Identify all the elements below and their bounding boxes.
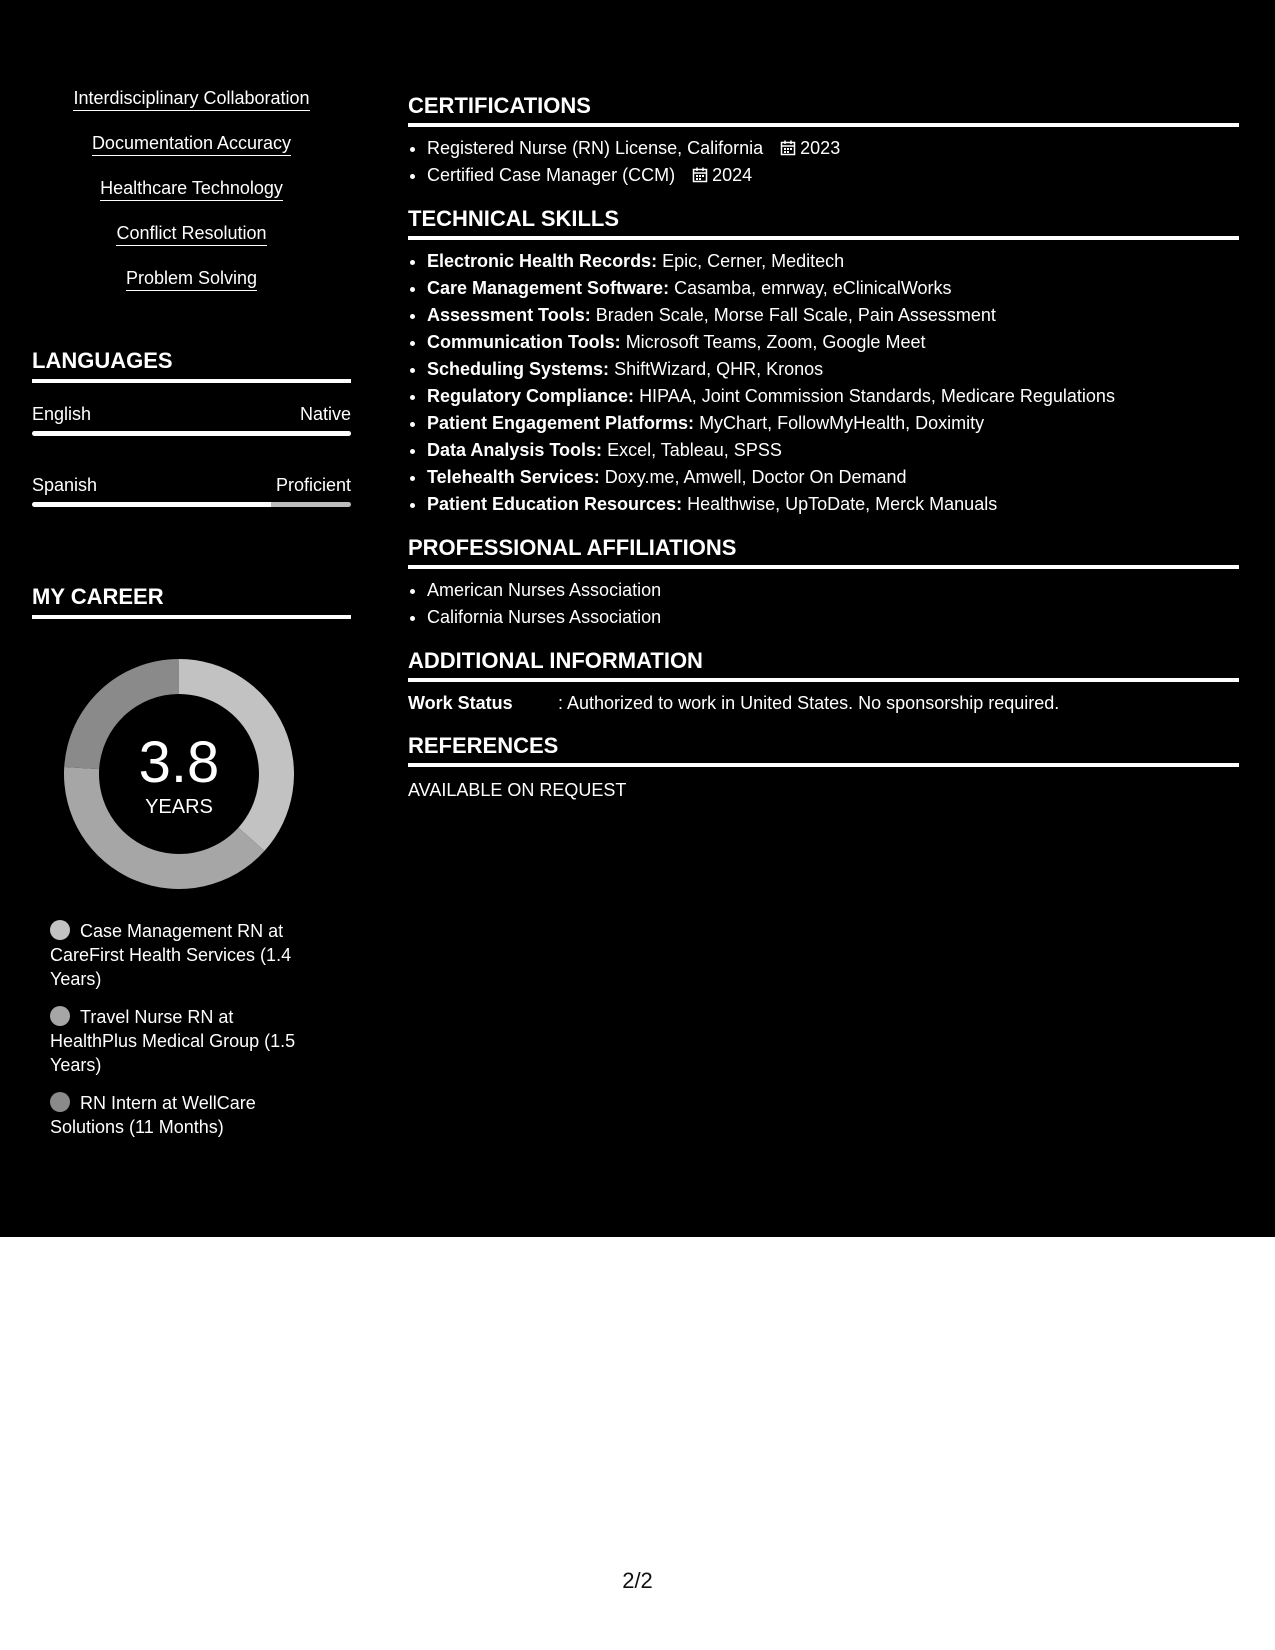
additional-info-heading: ADDITIONAL INFORMATION bbox=[408, 647, 1239, 682]
skill-values: ShiftWizard, QHR, Kronos bbox=[614, 359, 824, 379]
skill-values: Doxy.me, Amwell, Doctor On Demand bbox=[604, 467, 907, 487]
work-status-value: : Authorized to work in United States. No sponsorship required. bbox=[558, 693, 1060, 713]
affiliation-item: • California Nurses Association bbox=[427, 604, 1239, 631]
technical-skill-item bbox=[427, 491, 1239, 518]
skill-category: Assessment Tools: bbox=[427, 305, 591, 325]
skill-values: Braden Scale, Morse Fall Scale, Pain Assessment bbox=[595, 305, 996, 325]
legend-dot-icon bbox=[50, 920, 70, 940]
skill-category: Scheduling Systems: bbox=[427, 359, 610, 379]
technical-skill-item bbox=[427, 329, 1239, 356]
technical-skill-item bbox=[427, 437, 1239, 464]
skill-label: Healthcare Technology bbox=[100, 177, 283, 201]
technical-skill-item bbox=[427, 302, 1239, 329]
skill-category: Electronic Health Records: bbox=[427, 251, 658, 271]
language-name: English bbox=[32, 404, 92, 424]
languages-heading: LANGUAGES bbox=[32, 347, 351, 383]
language-row-english bbox=[32, 403, 351, 436]
skill-category: Data Analysis Tools: bbox=[427, 440, 603, 460]
language-level-fill bbox=[32, 431, 351, 436]
skill-category: Telehealth Services: bbox=[427, 467, 600, 487]
technical-skill-item bbox=[427, 275, 1239, 302]
language-level: Proficient bbox=[275, 475, 351, 495]
career-role-text: RN Intern at WellCare Solutions (11 Months) bbox=[50, 1093, 256, 1137]
skill-values: Healthwise, UpToDate, Merck Manuals bbox=[687, 494, 998, 514]
references-section bbox=[408, 732, 1239, 803]
technical-skills-heading: TECHNICAL SKILLS bbox=[408, 205, 1239, 240]
skill-values: Casamba, emrway, eClinicalWorks bbox=[674, 278, 952, 298]
left-column bbox=[32, 82, 351, 1153]
donut-center bbox=[64, 659, 294, 889]
references-text: AVAILABLE ON REQUEST bbox=[408, 780, 627, 800]
career-role-text: Travel Nurse RN at HealthPlus Medical Group (1.5 Years) bbox=[50, 1007, 296, 1075]
skill-label: Problem Solving bbox=[126, 267, 257, 291]
skill-category: Care Management Software: bbox=[427, 278, 670, 298]
technical-skill-item bbox=[427, 356, 1239, 383]
skill-label: Documentation Accuracy bbox=[92, 132, 291, 156]
skill-values: Excel, Tableau, SPSS bbox=[607, 440, 782, 460]
work-status-label: Work Status bbox=[408, 693, 513, 713]
certifications-heading: CERTIFICATIONS bbox=[408, 92, 1239, 127]
skill-category: Patient Engagement Platforms: bbox=[427, 413, 695, 433]
career-role-item bbox=[50, 1005, 320, 1077]
skill-category: Communication Tools: bbox=[427, 332, 621, 352]
language-level: Native bbox=[299, 404, 351, 424]
technical-skills-list bbox=[408, 248, 1239, 518]
affiliations-list bbox=[408, 577, 1239, 631]
calendar-icon bbox=[692, 167, 708, 183]
career-total-unit: YEARS bbox=[145, 796, 213, 818]
language-level-bar bbox=[32, 502, 351, 507]
skill-values: Microsoft Teams, Zoom, Google Meet bbox=[625, 332, 926, 352]
skill-category: Patient Education Resources: bbox=[427, 494, 683, 514]
page-number: 2/2 bbox=[622, 1568, 653, 1593]
references-heading: REFERENCES bbox=[408, 732, 1239, 767]
career-heading: MY CAREER bbox=[32, 583, 351, 619]
skill-label: Interdisciplinary Collaboration bbox=[73, 87, 309, 111]
language-row-spanish bbox=[32, 474, 351, 507]
career-total-years: 3.8 bbox=[138, 730, 220, 795]
career-role-item bbox=[50, 1091, 320, 1139]
certification-name: Registered Nurse (RN) License, California bbox=[427, 138, 764, 158]
affiliations-heading: PROFESSIONAL AFFILIATIONS bbox=[408, 534, 1239, 569]
technical-skill-item bbox=[427, 383, 1239, 410]
technical-skill-item bbox=[427, 410, 1239, 437]
language-name: Spanish bbox=[32, 475, 98, 495]
affiliations-section bbox=[408, 534, 1239, 631]
certification-item bbox=[427, 162, 1239, 189]
technical-skill-item bbox=[427, 464, 1239, 491]
additional-info-section bbox=[408, 647, 1239, 716]
skill-values: Epic, Cerner, Meditech bbox=[662, 251, 845, 271]
technical-skill-item bbox=[427, 248, 1239, 275]
skill-item bbox=[32, 262, 351, 307]
legend-dot-icon bbox=[50, 1006, 70, 1026]
right-column bbox=[408, 92, 1239, 819]
calendar-icon bbox=[780, 140, 796, 156]
certification-item bbox=[427, 135, 1239, 162]
affiliation-item: • American Nurses Association bbox=[427, 577, 1239, 604]
career-role-text: Case Management RN at CareFirst Health Services (1.4 Years) bbox=[50, 921, 292, 989]
work-status-row bbox=[408, 690, 1239, 716]
skill-item bbox=[32, 172, 351, 217]
career-role-item bbox=[50, 919, 320, 991]
skill-item bbox=[32, 82, 351, 127]
skill-values: MyChart, FollowMyHealth, Doximity bbox=[699, 413, 985, 433]
legend-dot-icon bbox=[50, 1092, 70, 1112]
skill-values: HIPAA, Joint Commission Standards, Medicare Regulations bbox=[639, 386, 1115, 406]
skill-item bbox=[32, 127, 351, 172]
certifications-list bbox=[408, 135, 1239, 189]
language-level-fill bbox=[32, 502, 271, 507]
career-donut-chart bbox=[64, 659, 294, 889]
technical-skills-section bbox=[408, 205, 1239, 518]
skills-list bbox=[32, 82, 351, 307]
certifications-section bbox=[408, 92, 1239, 189]
certification-year: 2023 bbox=[800, 138, 841, 158]
skill-label: Conflict Resolution bbox=[116, 222, 266, 246]
language-level-bar bbox=[32, 431, 351, 436]
certification-year: 2024 bbox=[712, 165, 753, 185]
skill-category: Regulatory Compliance: bbox=[427, 386, 635, 406]
skill-item bbox=[32, 217, 351, 262]
career-roles-list bbox=[50, 919, 320, 1139]
certification-name: Certified Case Manager (CCM) bbox=[427, 165, 676, 185]
